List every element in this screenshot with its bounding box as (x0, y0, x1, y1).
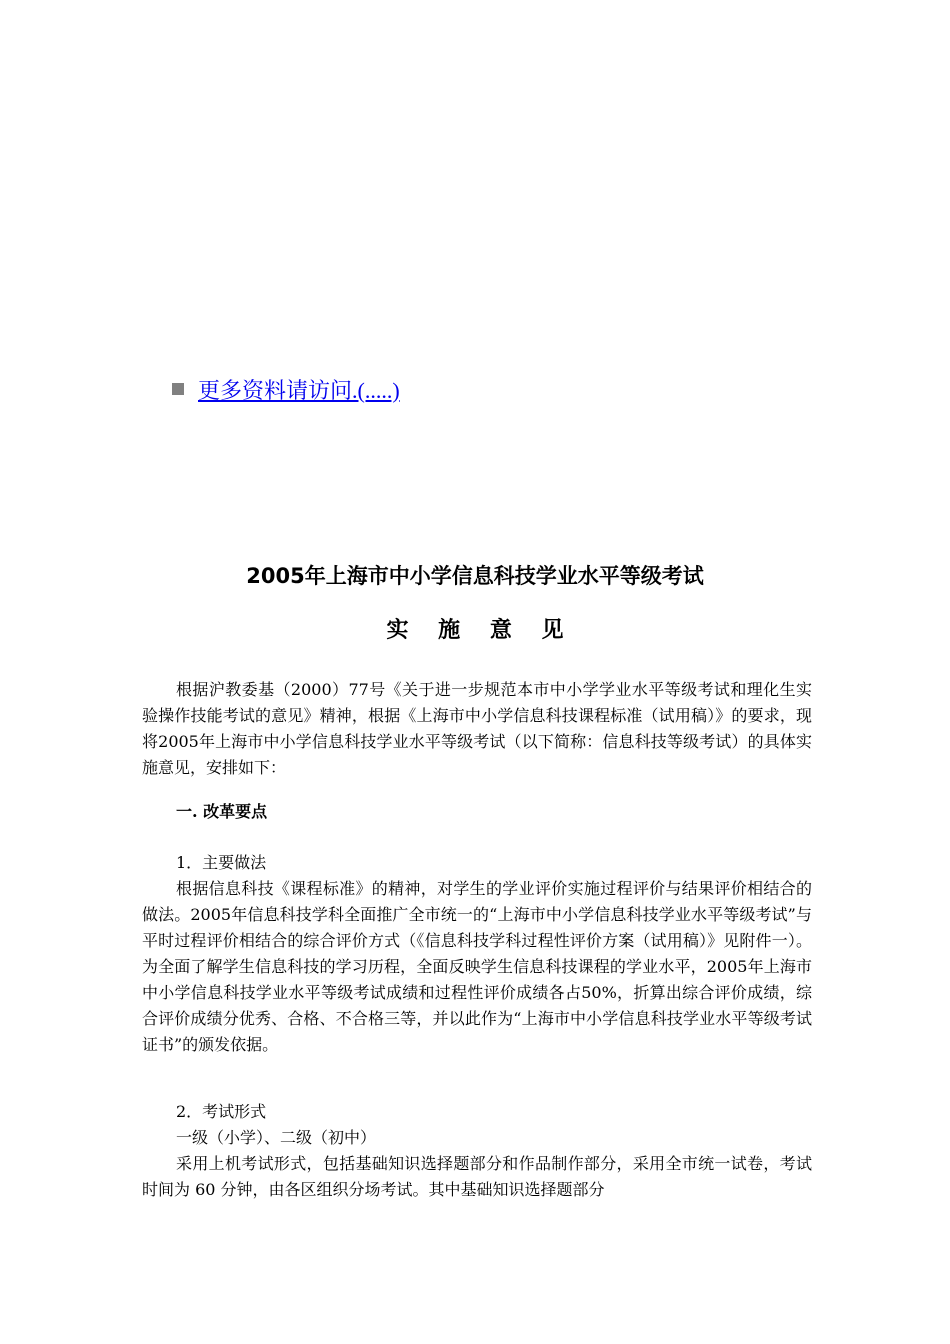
item2-paragraph: 采用上机考试形式，包括基础知识选择题部分和作品制作部分，采用全市统一试卷，考试时间为 60 分钟，由各区组织分场考试。其中基础知识选择题部分 (142, 1154, 812, 1199)
more-resources-link[interactable]: 更多资料请访问.(.....) (198, 377, 400, 403)
document-title: 2005年上海市中小学信息科技学业水平等级考试 (246, 564, 704, 588)
more-resources-row (172, 372, 400, 406)
document-subtitle: 实 施 意 见 (386, 618, 564, 643)
square-bullet-icon (172, 383, 184, 395)
item1-heading: 1．主要做法 (176, 853, 267, 872)
item2-heading: 2．考试形式 (176, 1102, 267, 1121)
intro-paragraph: 根据沪教委基（2000）77号《关于进一步规范本市中小学学业水平等级考试和理化生实验操作技能考试的意见》精神，根据《上海市中小学信息科技课程标准（试用稿）》的要求，现将2005年上海市中小学信息科技学业水平等级考试（以下简称：信息科技等级考试）的具体实施意见，安排如下： (142, 680, 812, 777)
item2-subheading: 一级（小学）、二级（初中） (176, 1128, 377, 1147)
section-heading-reform: 一. 改革要点 (176, 802, 268, 821)
item1-paragraph: 根据信息科技《课程标准》的精神，对学生的学业评价实施过程评价与结果评价相结合的做法。2005年信息科技学科全面推广全市统一的“上海市中小学信息科技学业水平等级考试”与平时过程评价相结合的综合评价方式（《信息科技学科过程性评价方案（试用稿）》见附件一）。为全面了解学生信息科技的学习历程，全面反映学生信息科技课程的学业水平，2005年上海市中小学信息科技学业水平等级考试成绩和过程性评价成绩各占50%，折算出综合评价成绩，综合评价成绩分优秀、合格、不合格三等，并以此作为“上海市中小学信息科技学业水平等级考试证书”的颁发依据。 (142, 879, 812, 1054)
